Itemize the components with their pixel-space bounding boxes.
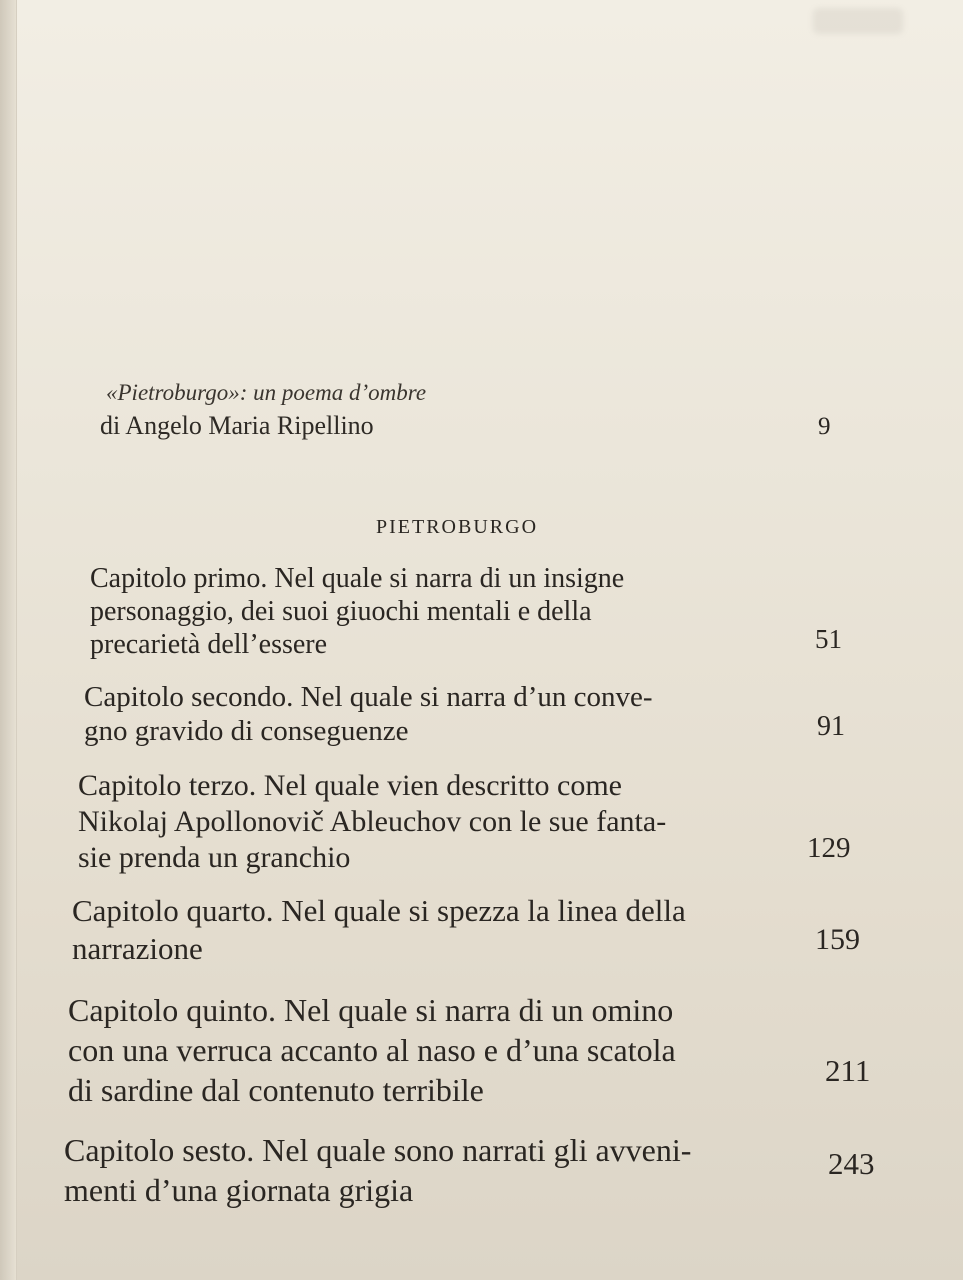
- entry-line: gno gravido di conseguenze: [84, 715, 409, 747]
- chapter-2-page-number: 91: [817, 711, 845, 742]
- intro-author: di Angelo Maria Ripellino: [100, 411, 374, 440]
- toc-entry-chapter-5: [68, 990, 676, 1110]
- entry-line: menti d’una giornata grigia: [64, 1172, 414, 1208]
- chapter-6-page-number: 243: [828, 1146, 875, 1181]
- entry-line: sie prenda un granchio: [78, 841, 351, 874]
- chapter-4-page-number: 159: [815, 923, 860, 956]
- entry-line: con una verruca accanto al naso e d’una scatola: [68, 1032, 676, 1068]
- toc-entry-chapter-3: [78, 768, 666, 876]
- intro-title: «Pietroburgo»: un poema d’ombre: [106, 380, 427, 405]
- chapter-3-page-number: 129: [807, 832, 851, 864]
- entry-line: narrazione: [72, 931, 203, 966]
- chapter-5-page-number: 211: [825, 1053, 871, 1088]
- entry-line: Capitolo sesto. Nel quale sono narrati gli avveni-: [64, 1132, 692, 1168]
- show-through-running-head: [813, 8, 903, 34]
- chapter-1-page-number: 51: [815, 624, 842, 654]
- toc-entry-chapter-6: [64, 1130, 691, 1210]
- entry-line: Capitolo quarto. Nel quale si spezza la linea della: [72, 893, 686, 928]
- previous-page-edge: [0, 0, 17, 1280]
- entry-line: Capitolo quinto. Nel quale si narra di un omino: [68, 992, 674, 1028]
- section-heading: PIETROBURGO: [376, 516, 539, 538]
- entry-line: Capitolo primo. Nel quale si narra di un insigne: [90, 563, 625, 594]
- entry-line: Capitolo secondo. Nel quale si narra d’un conve-: [84, 681, 653, 713]
- entry-line: Nikolaj Apollonovič Ableuchov con le sue fanta-: [78, 805, 667, 838]
- toc-entry-chapter-1: [90, 562, 624, 661]
- toc-entry-chapter-2: [84, 680, 653, 748]
- intro-page-number: 9: [818, 413, 831, 440]
- entry-line: precarietà dell’essere: [90, 629, 328, 660]
- entry-line: Capitolo terzo. Nel quale vien descritto come: [78, 769, 622, 802]
- entry-line: personaggio, dei suoi giuochi mentali e della: [90, 596, 592, 627]
- toc-entry-chapter-4: [72, 892, 686, 968]
- entry-line: di sardine dal contenuto terribile: [68, 1072, 484, 1108]
